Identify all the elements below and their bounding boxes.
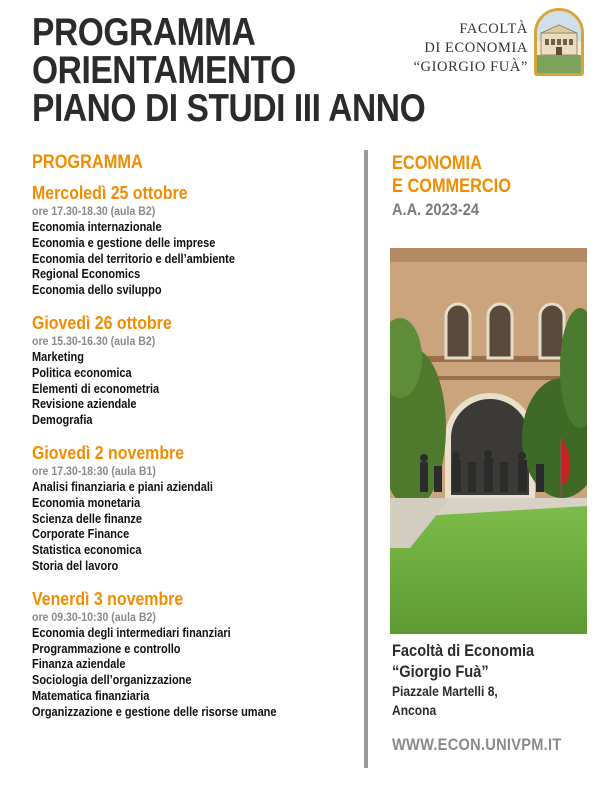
building-icon <box>537 11 581 73</box>
degree-line-1: ECONOMIA <box>392 153 482 174</box>
day-title: Venerdì 3 novembre <box>32 587 184 609</box>
faculty-logo-text <box>413 20 528 77</box>
degree-info <box>392 152 592 220</box>
address-street: Piazzale Martelli 8, <box>392 683 498 699</box>
course-item: Organizzazione e gestione delle risorse umane <box>32 704 277 719</box>
degree-title <box>392 152 564 198</box>
day-block <box>32 442 352 575</box>
title-line-3: PIANO DI STUDI III ANNO <box>32 87 426 130</box>
course-item: Demografia <box>32 413 93 428</box>
logo-line-1: FACOLTÀ <box>459 21 528 37</box>
course-item: Analisi finanziaria e piani aziendali <box>32 479 213 494</box>
course-item: Corporate Finance <box>32 527 130 542</box>
course-item: Finanza aziendale <box>32 657 126 672</box>
course-item: Elementi di econometria <box>32 381 160 396</box>
program-column <box>32 152 352 734</box>
course-item: Revisione aziendale <box>32 397 137 412</box>
course-item: Programmazione e controllo <box>32 641 181 656</box>
website-url: WWW.ECON.UNIVPM.IT <box>392 735 562 754</box>
campus-photo <box>390 248 587 634</box>
logo-line-2: DI ECONOMIA <box>424 40 528 56</box>
course-item: Storia del lavoro <box>32 558 119 573</box>
day-title: Mercoledì 25 ottobre <box>32 182 188 203</box>
course-item: Economia monetaria <box>32 495 141 510</box>
column-divider <box>364 150 368 768</box>
course-item: Economia degli intermediari finanziari <box>32 625 231 640</box>
address-city: Ancona <box>392 702 437 718</box>
address-name-line-1: Facoltà di Economia <box>392 641 535 660</box>
day-block <box>32 588 352 721</box>
faculty-logo-badge <box>534 8 584 76</box>
course-item: Marketing <box>32 349 84 364</box>
course-item: Matematica finanziaria <box>32 688 150 703</box>
day-block <box>32 182 352 299</box>
course-item: Scienza delle finanze <box>32 511 143 526</box>
day-title: Giovedì 2 novembre <box>32 441 185 463</box>
course-item: Economia internazionale <box>32 220 162 234</box>
course-item: Statistica economica <box>32 543 142 558</box>
title-line-1: PROGRAMMA <box>32 11 256 54</box>
page-title <box>32 11 426 130</box>
day-time: ore 09.30-10:30 (aula B2) <box>32 609 156 624</box>
academic-year: A.A. 2023-24 <box>392 200 479 219</box>
course-item: Politica economica <box>32 365 132 380</box>
course-item: Sociologia dell’organizzazione <box>32 673 192 688</box>
day-title: Giovedì 26 ottobre <box>32 311 172 333</box>
course-item: Economia del territorio e dell’ambiente <box>32 251 235 266</box>
course-item: Economia dello sviluppo <box>32 283 162 298</box>
course-item: Economia e gestione delle imprese <box>32 235 216 250</box>
program-heading: PROGRAMMA <box>32 152 143 173</box>
logo-line-3: “GIORGIO FUÀ” <box>413 59 528 75</box>
day-block <box>32 312 352 429</box>
address-block <box>392 640 592 720</box>
day-time: ore 17.30-18:30 (aula B1) <box>32 463 156 478</box>
course-item: Regional Economics <box>32 267 141 282</box>
degree-line-2: E COMMERCIO <box>392 176 511 197</box>
address-name-line-2: “Giorgio Fuà” <box>392 662 489 681</box>
title-line-2: ORIENTAMENTO <box>32 49 296 92</box>
day-time: ore 15.30-16.30 (aula B2) <box>32 333 156 348</box>
day-time: ore 17.30-18.30 (aula B2) <box>32 204 156 218</box>
campus-building-image <box>390 248 587 634</box>
